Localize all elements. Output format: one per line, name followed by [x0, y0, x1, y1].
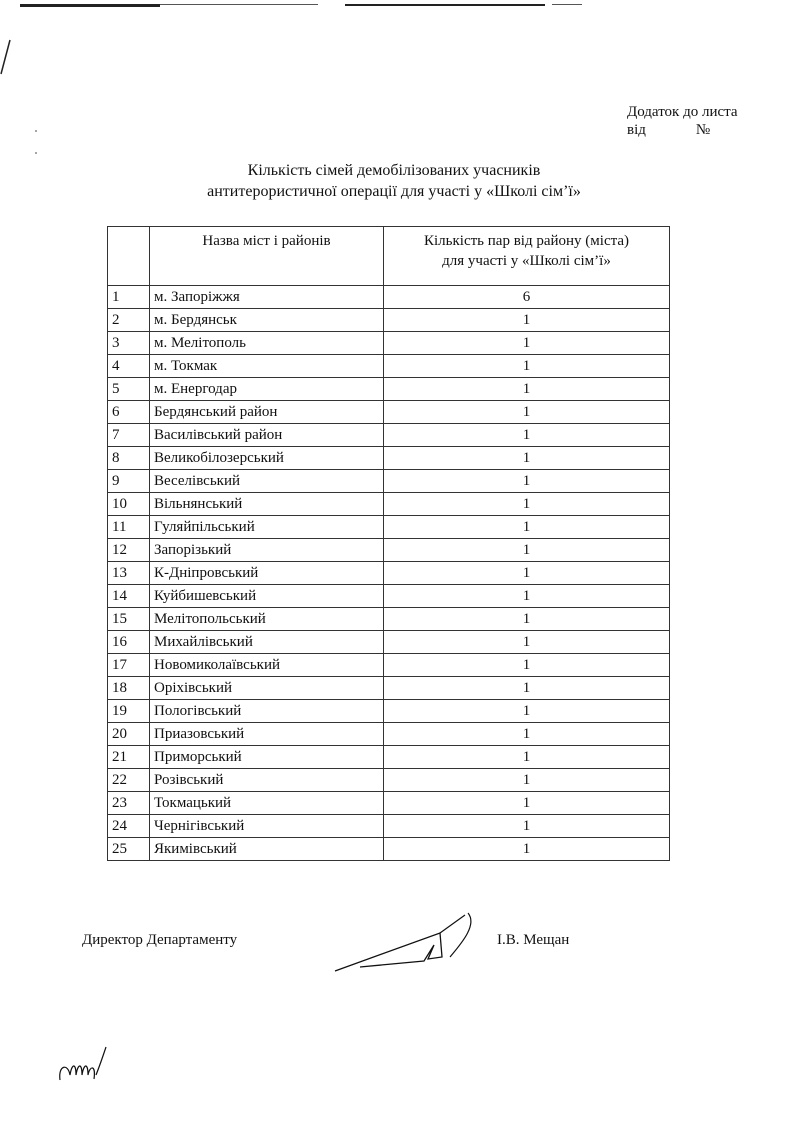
- row-number: 23: [108, 792, 150, 815]
- row-count: 1: [384, 746, 670, 769]
- row-name: Приазовський: [150, 723, 384, 746]
- row-name: Пологівський: [150, 700, 384, 723]
- row-name: м. Мелітополь: [150, 332, 384, 355]
- table-row: [108, 539, 670, 562]
- table-row: [108, 562, 670, 585]
- row-name: Великобілозерський: [150, 447, 384, 470]
- row-number: 4: [108, 355, 150, 378]
- table-row: [108, 424, 670, 447]
- header-count-line-2: для участі у «Школі сім’ї»: [442, 253, 611, 269]
- initials-signature: [58, 1045, 118, 1085]
- row-number: 10: [108, 493, 150, 516]
- row-number: 8: [108, 447, 150, 470]
- table-row: [108, 792, 670, 815]
- table-row: [108, 631, 670, 654]
- row-count: 1: [384, 332, 670, 355]
- row-name: Новомиколаївський: [150, 654, 384, 677]
- table-row: [108, 355, 670, 378]
- row-number: 21: [108, 746, 150, 769]
- row-count: 6: [384, 286, 670, 309]
- title-line-2: антитерористичної операції для участі у «Школі сім’ї»: [207, 183, 581, 200]
- row-number: 1: [108, 286, 150, 309]
- row-name: Бердянський район: [150, 401, 384, 424]
- signatory-name: І.В. Мещан: [497, 932, 570, 948]
- header-name: Назва міст і районів: [150, 227, 384, 286]
- appendix-date-label: від: [627, 122, 646, 138]
- header-count: [384, 227, 670, 286]
- table-row: [108, 654, 670, 677]
- row-name: Якимівський: [150, 838, 384, 861]
- row-name: Токмацький: [150, 792, 384, 815]
- scan-artifact-line: [345, 4, 545, 6]
- row-number: 2: [108, 309, 150, 332]
- table-row: [108, 493, 670, 516]
- row-name: Чернігівський: [150, 815, 384, 838]
- scan-artifact-line: [552, 4, 582, 5]
- row-count: 1: [384, 723, 670, 746]
- table-row: [108, 309, 670, 332]
- row-name: Гуляйпільський: [150, 516, 384, 539]
- row-number: 3: [108, 332, 150, 355]
- row-name: Михайлівський: [150, 631, 384, 654]
- appendix-number-label: №: [695, 122, 711, 138]
- row-number: 18: [108, 677, 150, 700]
- table-row: [108, 585, 670, 608]
- row-count: 1: [384, 562, 670, 585]
- header-number: [108, 227, 150, 286]
- row-count: 1: [384, 585, 670, 608]
- row-number: 14: [108, 585, 150, 608]
- scan-artifact-line: [160, 4, 318, 5]
- row-name: К-Дніпровський: [150, 562, 384, 585]
- table-row: [108, 700, 670, 723]
- table-row: [108, 332, 670, 355]
- row-name: м. Токмак: [150, 355, 384, 378]
- row-count: 1: [384, 769, 670, 792]
- row-count: 1: [384, 309, 670, 332]
- row-count: 1: [384, 815, 670, 838]
- row-count: 1: [384, 539, 670, 562]
- row-number: 13: [108, 562, 150, 585]
- row-name: м. Запоріжжя: [150, 286, 384, 309]
- table-row: [108, 838, 670, 861]
- appendix-title: Додаток до листа: [627, 104, 738, 120]
- row-name: Вільнянський: [150, 493, 384, 516]
- row-count: 1: [384, 516, 670, 539]
- row-name: Розівський: [150, 769, 384, 792]
- scan-speck: [35, 130, 37, 132]
- table-row: [108, 815, 670, 838]
- row-name: Василівський район: [150, 424, 384, 447]
- row-count: 1: [384, 608, 670, 631]
- row-number: 15: [108, 608, 150, 631]
- row-count: 1: [384, 378, 670, 401]
- row-count: 1: [384, 401, 670, 424]
- table-row: [108, 447, 670, 470]
- table-row: [108, 378, 670, 401]
- table-row: [108, 769, 670, 792]
- row-number: 7: [108, 424, 150, 447]
- row-count: 1: [384, 447, 670, 470]
- row-number: 25: [108, 838, 150, 861]
- row-number: 12: [108, 539, 150, 562]
- row-number: 19: [108, 700, 150, 723]
- row-name: Куйбишевський: [150, 585, 384, 608]
- row-number: 9: [108, 470, 150, 493]
- row-number: 17: [108, 654, 150, 677]
- director-signature: [330, 905, 480, 975]
- row-count: 1: [384, 355, 670, 378]
- row-count: 1: [384, 838, 670, 861]
- scan-edge-mark: [0, 38, 12, 78]
- table-row: [108, 286, 670, 309]
- row-name: Приморський: [150, 746, 384, 769]
- table-row: [108, 470, 670, 493]
- header-count-line-1: Кількість пар від району (міста): [424, 233, 629, 249]
- row-count: 1: [384, 700, 670, 723]
- appendix-note: [627, 103, 738, 139]
- row-number: 16: [108, 631, 150, 654]
- table-row: [108, 608, 670, 631]
- row-number: 20: [108, 723, 150, 746]
- table-row: [108, 516, 670, 539]
- table-row: [108, 401, 670, 424]
- row-name: Оріхівський: [150, 677, 384, 700]
- row-number: 5: [108, 378, 150, 401]
- row-name: Мелітопольський: [150, 608, 384, 631]
- table-header-row: [108, 227, 670, 286]
- row-name: Запорізький: [150, 539, 384, 562]
- scan-speck: [35, 152, 37, 154]
- row-name: Веселівський: [150, 470, 384, 493]
- table-row: [108, 677, 670, 700]
- table-row: [108, 723, 670, 746]
- row-count: 1: [384, 792, 670, 815]
- row-count: 1: [384, 470, 670, 493]
- row-number: 6: [108, 401, 150, 424]
- scan-artifact-line: [20, 4, 160, 7]
- row-count: 1: [384, 424, 670, 447]
- row-name: м. Бердянськ: [150, 309, 384, 332]
- row-number: 11: [108, 516, 150, 539]
- director-title: Директор Департаменту: [82, 932, 238, 948]
- row-name: м. Енергодар: [150, 378, 384, 401]
- row-count: 1: [384, 631, 670, 654]
- row-count: 1: [384, 493, 670, 516]
- row-number: 22: [108, 769, 150, 792]
- families-table: [107, 226, 670, 861]
- table-row: [108, 746, 670, 769]
- document-title: [0, 160, 788, 202]
- title-line-1: Кількість сімей демобілізованих учасників: [247, 162, 541, 179]
- row-count: 1: [384, 677, 670, 700]
- row-number: 24: [108, 815, 150, 838]
- row-count: 1: [384, 654, 670, 677]
